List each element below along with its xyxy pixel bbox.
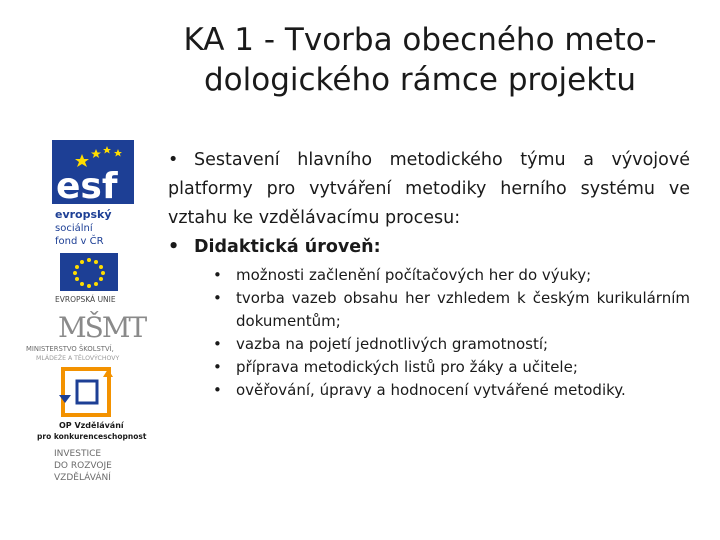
svg-text:esf: esf	[56, 166, 118, 207]
investice-logo	[52, 445, 132, 485]
sub-bullet-item	[213, 356, 690, 379]
bullet-item-heading	[168, 233, 690, 262]
msmt-logo	[22, 305, 152, 365]
bullet-heading-text: Didaktická úroveň:	[194, 237, 381, 257]
sub-bullet-item	[213, 264, 690, 287]
bullet-icon: •	[213, 266, 222, 284]
bullet-icon: •	[213, 289, 222, 307]
slide-title	[150, 20, 690, 100]
svg-text:sociální: sociální	[55, 223, 93, 234]
esf-logo	[52, 140, 134, 250]
eu-flag-logo	[52, 253, 134, 305]
sub-bullet-text: vazba na pojetí jednotlivých gramotností;	[236, 335, 549, 353]
bullet-icon: •	[213, 358, 222, 376]
sub-bullet-item	[213, 379, 690, 402]
svg-text:VZDĚLÁVÁNÍ: VZDĚLÁVÁNÍ	[54, 473, 111, 483]
sub-bullet-text: tvorba vazeb obsahu her vzhledem k českým kurikulárním dokumentům;	[236, 289, 690, 330]
sub-bullet-list	[213, 264, 690, 402]
op-vzdelavani-logo	[37, 365, 149, 443]
bullet-item	[168, 146, 690, 233]
content-body	[168, 146, 690, 262]
svg-text:MINISTERSTVO ŠKOLSTVÍ,: MINISTERSTVO ŠKOLSTVÍ,	[26, 345, 114, 353]
svg-text:MŠMT: MŠMT	[58, 311, 146, 344]
bullet-icon: •	[213, 381, 222, 399]
svg-text:fond v ČR: fond v ČR	[55, 236, 104, 247]
slide-title-line1: KA 1 - Tvorba obecného meto-	[183, 22, 657, 58]
sub-bullet-item	[213, 333, 690, 356]
svg-text:EVROPSKÁ UNIE: EVROPSKÁ UNIE	[55, 295, 116, 304]
bullet-text: Sestavení hlavního metodického týmu a vývojové platformy pro vytváření metodiky herního systému ve vztahu ke vzdělávacímu procesu:	[168, 150, 690, 228]
bullet-icon: •	[168, 237, 180, 257]
svg-text:evropský: evropský	[55, 208, 112, 221]
sub-bullet-text: příprava metodických listů pro žáky a učitele;	[236, 358, 578, 376]
sub-bullet-item	[213, 287, 690, 333]
bullet-icon: •	[168, 150, 179, 170]
svg-text:OP Vzdělávání: OP Vzdělávání	[59, 421, 124, 430]
svg-text:INVESTICE: INVESTICE	[54, 449, 102, 459]
bullet-icon: •	[213, 335, 222, 353]
slide-title-line2: dologického rámce projektu	[203, 62, 636, 98]
sub-bullet-text: ověřování, úpravy a hodnocení vytvářené metodiky.	[236, 381, 626, 399]
svg-text:MLÁDEŽE A TĚLOVÝCHOVY: MLÁDEŽE A TĚLOVÝCHOVY	[36, 355, 120, 362]
logo-column	[22, 140, 152, 485]
sub-bullet-text: možnosti začlenění počítačových her do výuky;	[236, 266, 592, 284]
svg-text:pro konkurenceschopnost: pro konkurenceschopnost	[37, 432, 147, 441]
svg-text:DO ROZVOJE: DO ROZVOJE	[54, 461, 112, 471]
